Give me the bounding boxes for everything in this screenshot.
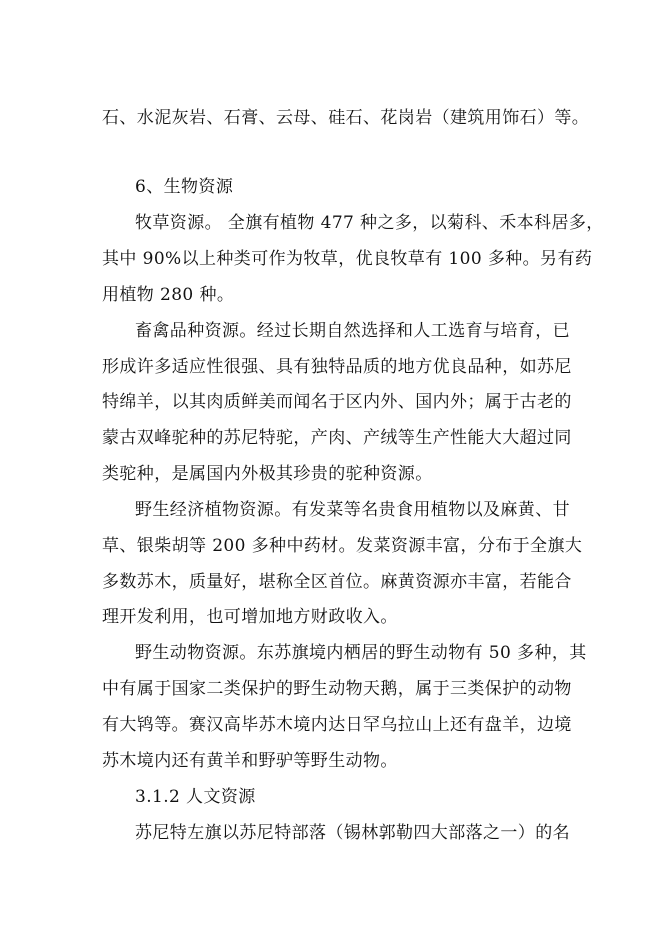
paragraph-line: 理开发利用，也可增加地方财政收入。 — [102, 607, 398, 627]
paragraph-line: 畜禽品种资源。经过长期自然选择和人工选育与培育，已 — [135, 321, 570, 341]
text-line: 石、水泥灰岩、石膏、云母、硅石、花岗岩（建筑用饰石）等。 — [102, 108, 590, 128]
paragraph-line: 牧草资源。 全旗有植物 477 种之多，以菊科、禾本科居多， — [135, 213, 604, 233]
paragraph-line: 多数苏木，质量好，堪称全区首位。麻黄资源亦丰富，若能合 — [102, 572, 572, 592]
section-heading: 3.1.2 人文资源 — [135, 787, 256, 807]
section-heading: 6、生物资源 — [135, 177, 234, 197]
paragraph-line: 蒙古双峰驼种的苏尼特驼，产肉、产绒等生产性能大大超过同 — [102, 428, 572, 448]
paragraph-line: 草、银柴胡等 200 多种中药材。发菜资源丰富，分布于全旗大 — [102, 536, 583, 556]
paragraph-line: 苏木境内还有黄羊和野驴等野生动物。 — [102, 751, 398, 771]
paragraph-line: 中有属于国家二类保护的野生动物天鹅，属于三类保护的动物 — [102, 679, 572, 699]
paragraph-line: 有大鸨等。赛汉高毕苏木境内达日罕乌拉山上还有盘羊，边境 — [102, 715, 572, 735]
paragraph-line: 野生经济植物资源。有发菜等名贵食用植物以及麻黄、甘 — [135, 500, 570, 520]
paragraph-line: 其中 90%以上种类可作为牧草，优良牧草有 100 多种。另有药 — [102, 249, 593, 269]
paragraph-line: 形成许多适应性很强、具有独特品质的地方优良品种，如苏尼 — [102, 357, 572, 377]
paragraph-line: 用植物 280 种。 — [102, 285, 235, 305]
paragraph-line: 特绵羊，以其肉质鲜美而闻名于区内外、国内外；属于古老的 — [102, 392, 572, 412]
paragraph-line: 类驼种，是属国内外极其珍贵的驼种资源。 — [102, 464, 433, 484]
paragraph-line: 苏尼特左旗以苏尼特部落（锡林郭勒四大部落之一）的名 — [135, 823, 570, 843]
paragraph-line: 野生动物资源。东苏旗境内栖居的野生动物有 50 多种，其 — [135, 643, 587, 663]
